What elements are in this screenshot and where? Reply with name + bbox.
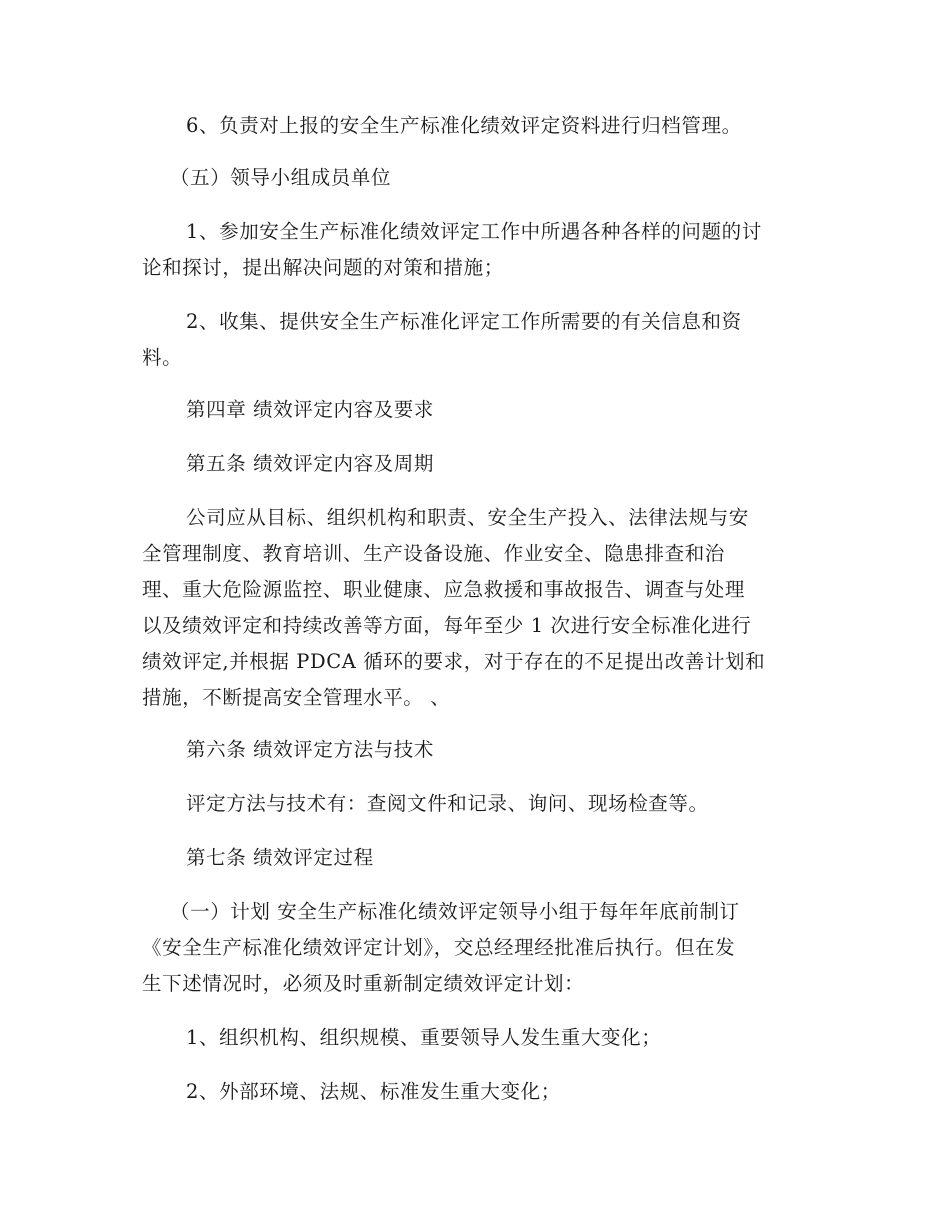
section-heading-member-units xyxy=(142,160,810,196)
paragraph-evaluation-content xyxy=(142,500,810,716)
paragraph-line: 绩效评定,并根据 PDCA 循环的要求，对于存在的不足提出改善计划和 xyxy=(142,650,766,673)
paragraph-line: 以及绩效评定和持续改善等方面，每年至少 1 次进行安全标准化进行 xyxy=(142,614,752,637)
paragraph-item-1-org-change xyxy=(142,1020,810,1056)
article-heading-5 xyxy=(142,446,810,482)
article-heading-7 xyxy=(142,840,810,876)
chapter-heading-4 xyxy=(142,392,810,428)
paragraph-line: 理、重大危险源监控、职业健康、应急救援和事故报告、调查与处理 xyxy=(142,578,746,601)
paragraph-line: 第七条 绩效评定过程 xyxy=(186,846,374,869)
paragraph-line: 第五条 绩效评定内容及周期 xyxy=(186,452,434,475)
paragraph-evaluation-methods xyxy=(142,786,810,822)
paragraph-line: 公司应从目标、组织机构和职责、安全生产投入、法律法规与安 xyxy=(186,506,749,529)
paragraph-line: 第六条 绩效评定方法与技术 xyxy=(186,738,434,761)
paragraph-line: 第四章 绩效评定内容及要求 xyxy=(186,398,434,421)
paragraph-item-2-env-change xyxy=(142,1074,810,1110)
paragraph-item-6-archive xyxy=(142,108,810,144)
paragraph-line: （五）领导小组成员单位 xyxy=(170,166,392,189)
paragraph-line: 评定方法与技术有：查阅文件和记录、询问、现场检查等。 xyxy=(186,792,709,815)
paragraph-item-2-collect-info xyxy=(142,304,810,376)
paragraph-line: 《安全生产标准化绩效评定计划》，交总经理经批准后执行。但在发 xyxy=(142,936,736,959)
paragraph-line: 2、外部环境、法规、标准发生重大变化； xyxy=(186,1080,561,1103)
article-heading-6 xyxy=(142,732,810,768)
paragraph-line: 全管理制度、教育培训、生产设备设施、作业安全、隐患排查和治 xyxy=(142,542,725,565)
paragraph-line: 措施，不断提高安全管理水平。 、 xyxy=(142,686,451,709)
paragraph-line: 生下述情况时，必须及时重新制定绩效评定计划： xyxy=(142,972,585,995)
paragraph-line: 1、组织机构、组织规模、重要领导人发生重大变化； xyxy=(186,1026,662,1049)
paragraph-line: 6、负责对上报的安全生产标准化绩效评定资料进行归档管理。 xyxy=(186,114,742,137)
paragraph-line: 论和探讨，提出解决问题的对策和措施； xyxy=(142,256,504,279)
paragraph-line: 2、收集、提供安全生产标准化评定工作所需要的有关信息和资 xyxy=(186,310,742,333)
paragraph-line: （一）计划 安全生产标准化绩效评定领导小组于每年年底前制订 xyxy=(170,900,740,923)
paragraph-item-1-discussion xyxy=(142,214,810,286)
paragraph-line: 料。 xyxy=(142,346,183,369)
paragraph-line: 1、参加安全生产标准化绩效评定工作中所遇各种各样的问题的讨 xyxy=(186,220,762,243)
paragraph-plan xyxy=(142,894,810,1002)
